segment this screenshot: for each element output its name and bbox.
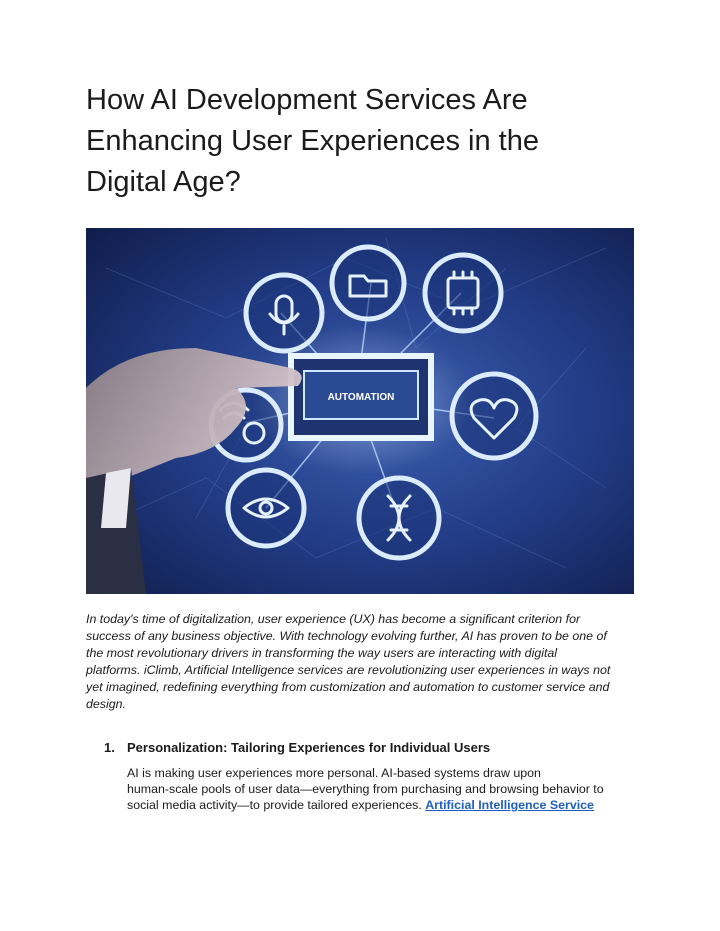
automation-label: AUTOMATION xyxy=(327,392,395,403)
title-line: Digital Age? xyxy=(86,166,241,198)
title-line: How AI Development Services Are xyxy=(86,84,528,116)
intro-line: the most revolutionary drivers in transforming the way users are interacting with digital xyxy=(86,646,558,660)
body-line-last xyxy=(127,797,647,813)
folder-icon xyxy=(332,247,404,319)
intro-line: design. xyxy=(86,697,126,711)
intro-line: In today's time of digitalization, user experience (UX) has become a significant criterion for xyxy=(86,612,581,626)
eye-gear-icon xyxy=(228,470,304,546)
intro-paragraph xyxy=(86,611,646,713)
section-body xyxy=(127,765,647,813)
section-number: 1. xyxy=(104,740,115,755)
section-heading-text: Personalization: Tailoring Experiences for Individual Users xyxy=(127,740,491,755)
body-line: AI is making user experiences more personal. AI-based systems draw upon xyxy=(127,766,541,780)
body-line: human-scale pools of user data—everything from purchasing and browsing behavior to xyxy=(127,782,604,796)
hero-image xyxy=(86,228,634,594)
intro-line: platforms. iClimb, Artificial Intelligence services are revolutionizing user experiences in ways not xyxy=(86,663,611,677)
section-heading xyxy=(104,740,490,755)
ai-service-link[interactable]: Artificial Intelligence Service xyxy=(425,798,594,812)
chip-icon xyxy=(425,255,501,331)
title-line: Enhancing User Experiences in the xyxy=(86,125,539,157)
intro-line: success of any business objective. With technology evolving further, AI has proven to be one of xyxy=(86,629,607,643)
intro-line: yet imagined, redefining everything from customization and automation to customer service and xyxy=(86,680,610,694)
body-line-text: social media activity—to provide tailored experiences. xyxy=(127,798,426,812)
page-title xyxy=(86,80,646,203)
